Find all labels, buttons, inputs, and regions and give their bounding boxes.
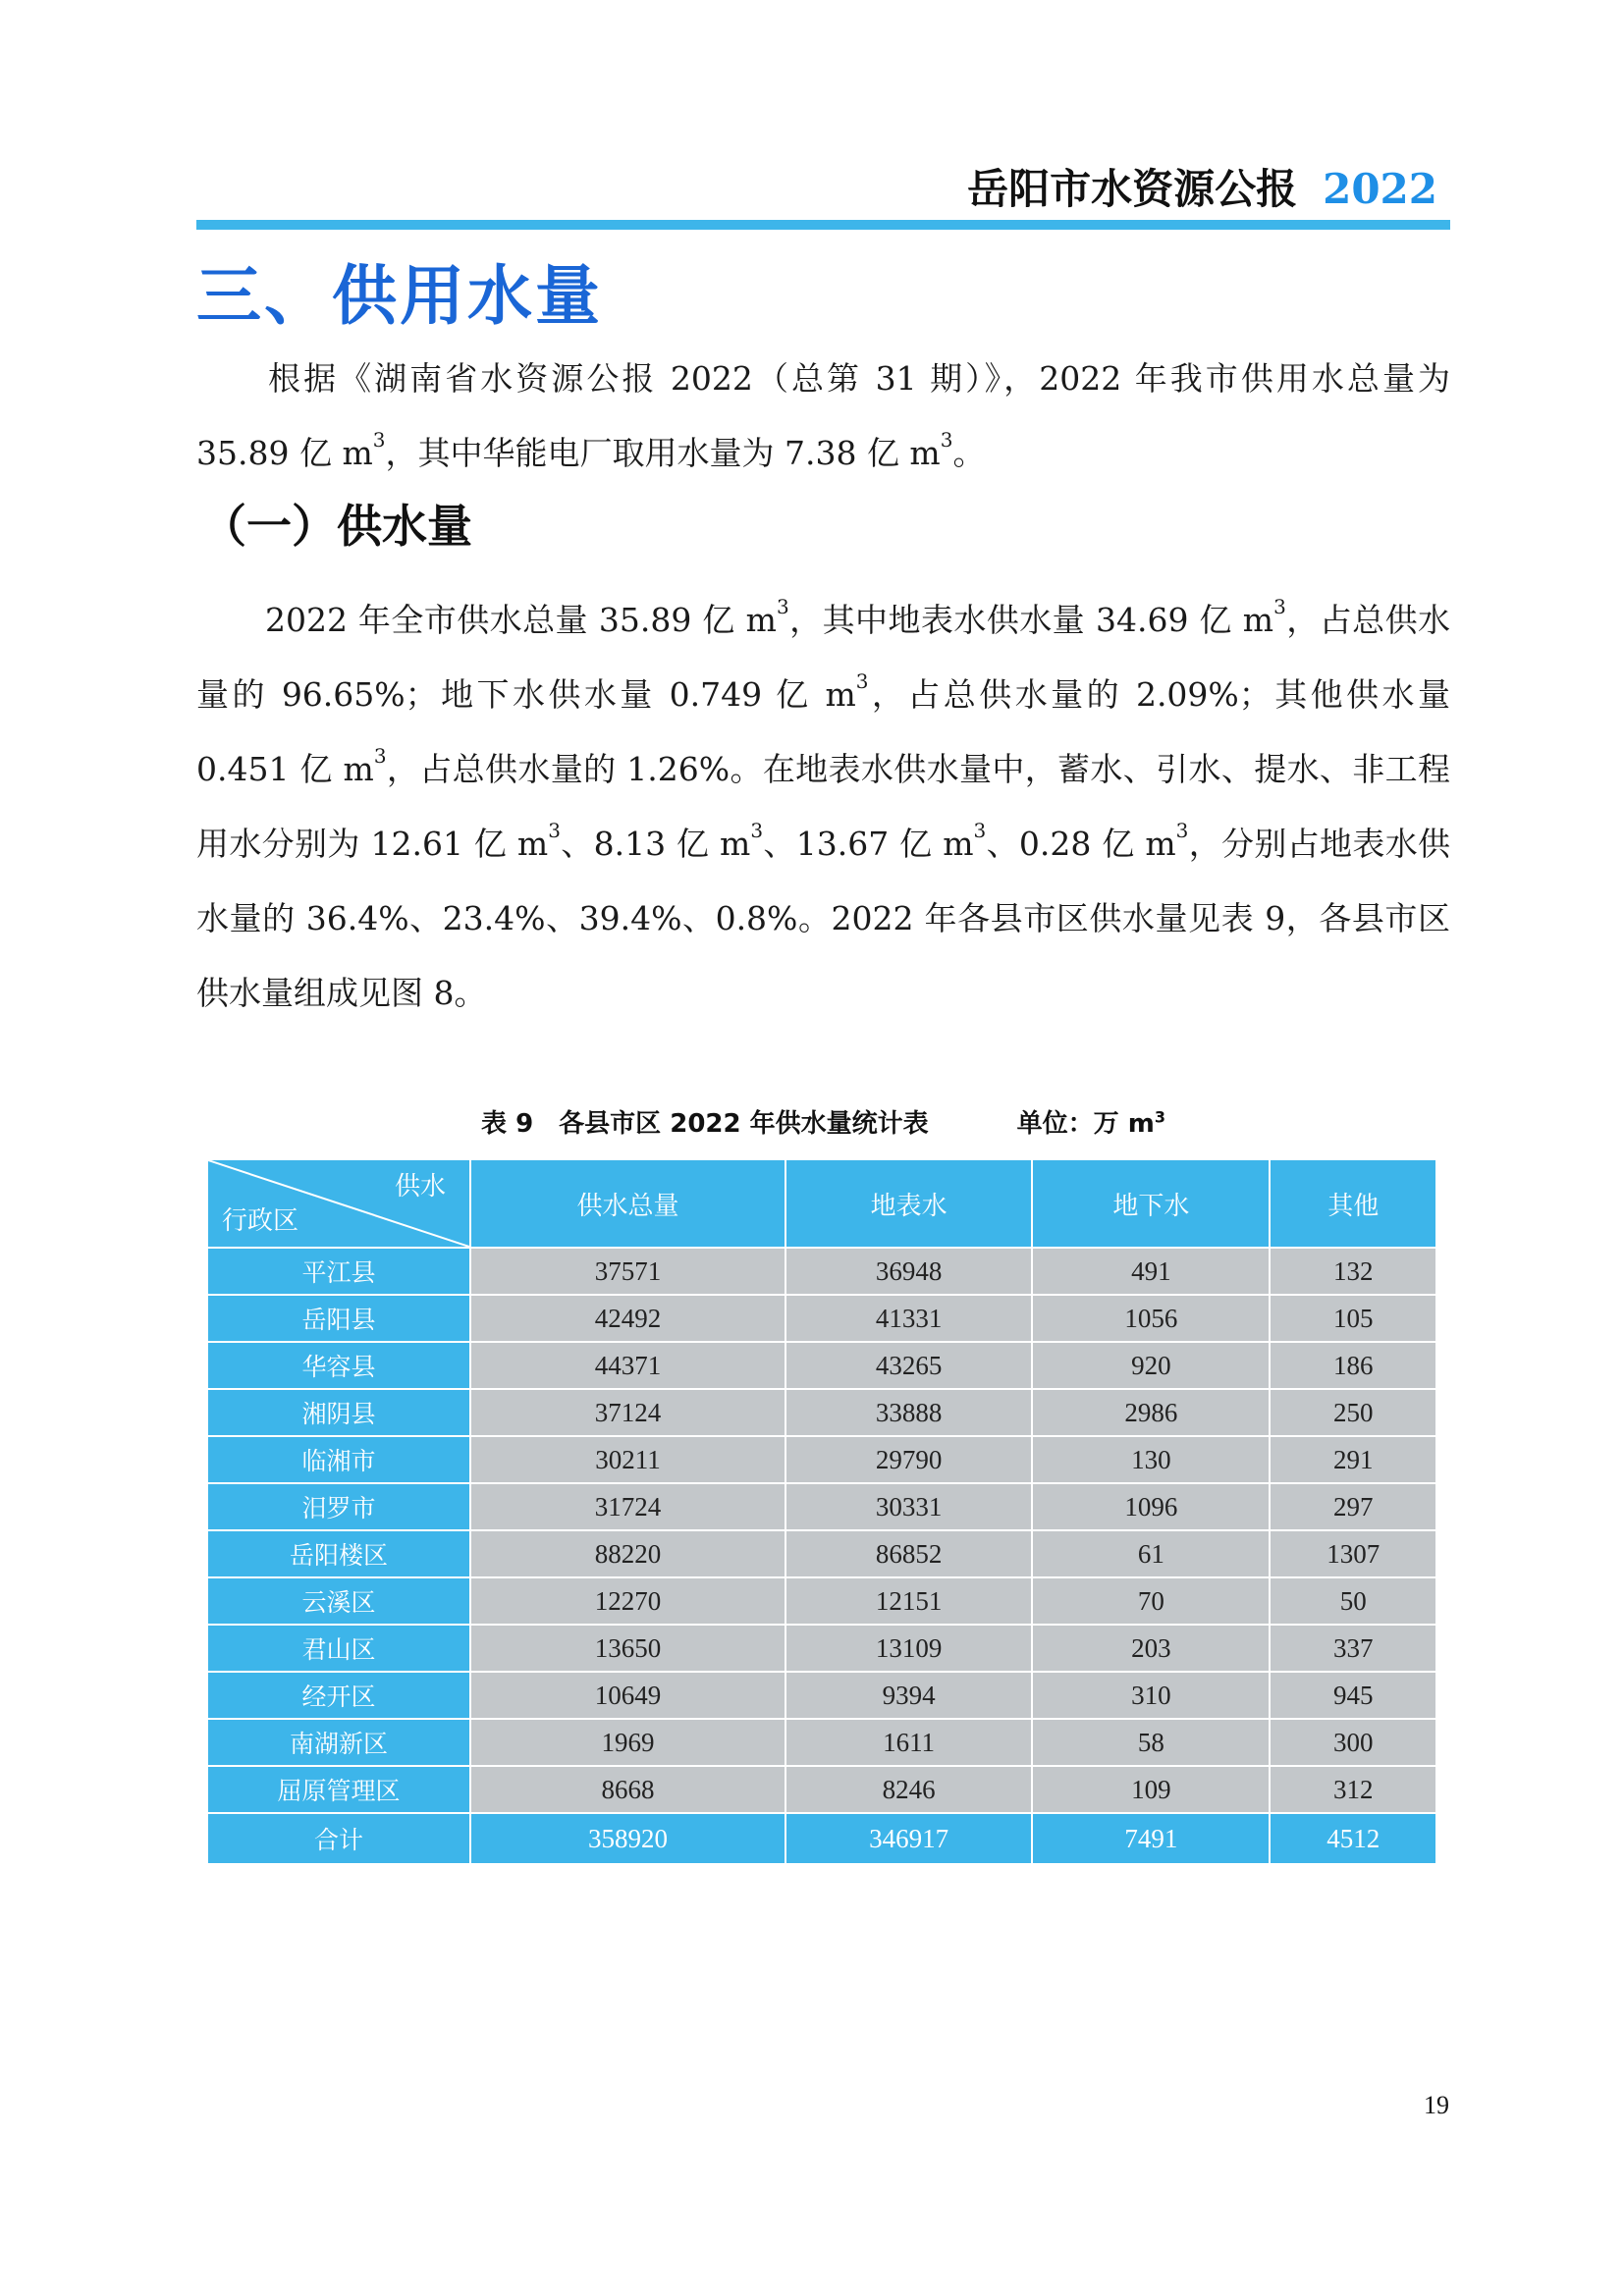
row-name: 南湖新区 [207, 1719, 470, 1766]
table-row [207, 1389, 1436, 1436]
table-cell: 30211 [470, 1436, 785, 1483]
table-cell: 12151 [785, 1577, 1032, 1625]
corner-bottom-label: 行政区 [222, 1206, 299, 1236]
report-year: 2022 [1323, 165, 1437, 213]
table-cell: 88220 [470, 1530, 785, 1577]
body-sup-3: 3 [855, 669, 869, 693]
intro-sup-1: 3 [372, 428, 386, 452]
body-text-3: ，占总供水量的 96.65%；地下水供水量 0.749 亿 m [196, 601, 1451, 714]
table-cell: 2986 [1032, 1389, 1270, 1436]
total-label: 合计 [207, 1813, 470, 1864]
table-cell: 61 [1032, 1530, 1270, 1577]
body-text-4: ，占总供水量的 2.09%；其他供水量 0.451 亿 m [196, 675, 1450, 788]
table-cell: 86852 [785, 1530, 1032, 1577]
body-sup-7: 3 [973, 819, 987, 842]
subsection-title: （一）供水量 [201, 500, 472, 553]
row-name: 汨罗市 [207, 1483, 470, 1530]
table-cell: 44371 [470, 1342, 785, 1389]
table-row [207, 1248, 1436, 1295]
table-caption [196, 1103, 1450, 1140]
table-cell: 291 [1270, 1436, 1436, 1483]
table-row [207, 1719, 1436, 1766]
total-cell: 358920 [470, 1813, 785, 1864]
intro-sup-2: 3 [940, 428, 953, 452]
row-name: 岳阳县 [207, 1295, 470, 1342]
row-name: 君山区 [207, 1625, 470, 1672]
body-text-2: ，其中地表水供水量 34.69 亿 m [788, 601, 1274, 639]
table-cell: 337 [1270, 1625, 1436, 1672]
table-cell: 8668 [470, 1766, 785, 1813]
body-text-6: 、8.13 亿 m [560, 825, 751, 863]
table-unit [1017, 1109, 1165, 1139]
intro-text-b: ，其中华能电厂取用水量为 7.38 亿 m [385, 434, 941, 472]
body-sup-8: 3 [1175, 819, 1189, 842]
table-cell: 105 [1270, 1295, 1436, 1342]
table-row [207, 1625, 1436, 1672]
table-cell: 186 [1270, 1342, 1436, 1389]
table-cell: 130 [1032, 1436, 1270, 1483]
total-cell: 346917 [785, 1813, 1032, 1864]
table-cell: 1056 [1032, 1295, 1270, 1342]
table-unit-label: 单位：万 m [1016, 1109, 1155, 1139]
report-title: 岳阳市水资源公报 [967, 165, 1298, 213]
table-cell: 31724 [470, 1483, 785, 1530]
table-cell: 30331 [785, 1483, 1032, 1530]
table-cell: 109 [1032, 1766, 1270, 1813]
table-cell: 300 [1270, 1719, 1436, 1766]
table-cell: 37124 [470, 1389, 785, 1436]
table-cell: 41331 [785, 1295, 1032, 1342]
table-cell: 1611 [785, 1719, 1032, 1766]
table-cell: 1096 [1032, 1483, 1270, 1530]
intro-text-c: 。 [952, 434, 986, 472]
table-cell: 9394 [785, 1672, 1032, 1719]
table-header-row [207, 1159, 1436, 1248]
table-cell: 58 [1032, 1719, 1270, 1766]
section-title: 三、供用水量 [196, 258, 603, 334]
total-cell: 7491 [1032, 1813, 1270, 1864]
body-sup-4: 3 [373, 744, 387, 768]
table-cell: 43265 [785, 1342, 1032, 1389]
body-sup-2: 3 [1273, 595, 1286, 618]
table-cell: 312 [1270, 1766, 1436, 1813]
table-row [207, 1436, 1436, 1483]
table-row [207, 1577, 1436, 1625]
table-cell: 920 [1032, 1342, 1270, 1389]
table-cell: 8246 [785, 1766, 1032, 1813]
table-cell: 10649 [470, 1672, 785, 1719]
water-supply-table [206, 1158, 1437, 1865]
table-cell: 37571 [470, 1248, 785, 1295]
row-name: 岳阳楼区 [207, 1530, 470, 1577]
column-header: 地下水 [1032, 1159, 1270, 1248]
body-sup-6: 3 [750, 819, 764, 842]
table-row [207, 1342, 1436, 1389]
total-cell: 4512 [1270, 1813, 1436, 1864]
header-divider [196, 220, 1450, 230]
column-header: 供水总量 [470, 1159, 785, 1248]
table-corner-header [207, 1159, 470, 1248]
column-header: 其他 [1270, 1159, 1436, 1248]
table-row [207, 1766, 1436, 1813]
table-cell: 29790 [785, 1436, 1032, 1483]
table-cell: 42492 [470, 1295, 785, 1342]
report-header [967, 157, 1437, 216]
table-row [207, 1672, 1436, 1719]
table-cell: 250 [1270, 1389, 1436, 1436]
intro-text-a: 根据《湖南省水资源公报 2022（总第 31 期）》，2022 年我市供用水总量为 35.89 亿 m [196, 359, 1450, 472]
table-cell: 203 [1032, 1625, 1270, 1672]
table-cell: 50 [1270, 1577, 1436, 1625]
table-cell: 1307 [1270, 1530, 1436, 1577]
row-name: 临湘市 [207, 1436, 470, 1483]
intro-paragraph [196, 342, 1450, 491]
body-sup-1: 3 [776, 595, 789, 618]
body-text-9: ，分别占地表水供水量的 36.4%、23.4%、39.4%、0.8%。2022 年各县市区供水量见表 9，各县市区供水量组成见图 8。 [196, 825, 1451, 1012]
table-cell: 1969 [470, 1719, 785, 1766]
table-row [207, 1295, 1436, 1342]
body-sup-5: 3 [548, 819, 561, 842]
corner-top-label: 供水 [394, 1172, 446, 1201]
body-text-7: 、13.67 亿 m [763, 825, 974, 863]
body-text-5: ，占总供水量的 1.26%。在地表水供水量中，蓄水、引水、提水、非工程用水分别为 12.61 亿 m [196, 750, 1450, 863]
table-cell: 33888 [785, 1389, 1032, 1436]
row-name: 华容县 [207, 1342, 470, 1389]
table-cell: 13650 [470, 1625, 785, 1672]
table-row [207, 1483, 1436, 1530]
table-cell: 36948 [785, 1248, 1032, 1295]
table-caption-title: 表 9 各县市区 2022 年供水量统计表 [481, 1109, 929, 1139]
body-paragraph [196, 583, 1450, 1031]
table-cell: 132 [1270, 1248, 1436, 1295]
table-unit-sup: 3 [1154, 1107, 1165, 1127]
table-cell: 70 [1032, 1577, 1270, 1625]
table-cell: 13109 [785, 1625, 1032, 1672]
column-header: 地表水 [785, 1159, 1032, 1248]
body-text-1: 2022 年全市供水总量 35.89 亿 m [265, 601, 777, 639]
table-total-row [207, 1813, 1436, 1864]
row-name: 经开区 [207, 1672, 470, 1719]
row-name: 湘阴县 [207, 1389, 470, 1436]
table-row [207, 1530, 1436, 1577]
table-cell: 310 [1032, 1672, 1270, 1719]
table-cell: 297 [1270, 1483, 1436, 1530]
table-cell: 945 [1270, 1672, 1436, 1719]
table-cell: 491 [1032, 1248, 1270, 1295]
table-cell: 12270 [470, 1577, 785, 1625]
row-name: 屈原管理区 [207, 1766, 470, 1813]
page-number: 19 [1424, 2091, 1449, 2119]
row-name: 云溪区 [207, 1577, 470, 1625]
row-name: 平江县 [207, 1248, 470, 1295]
body-text-8: 、0.28 亿 m [986, 825, 1176, 863]
